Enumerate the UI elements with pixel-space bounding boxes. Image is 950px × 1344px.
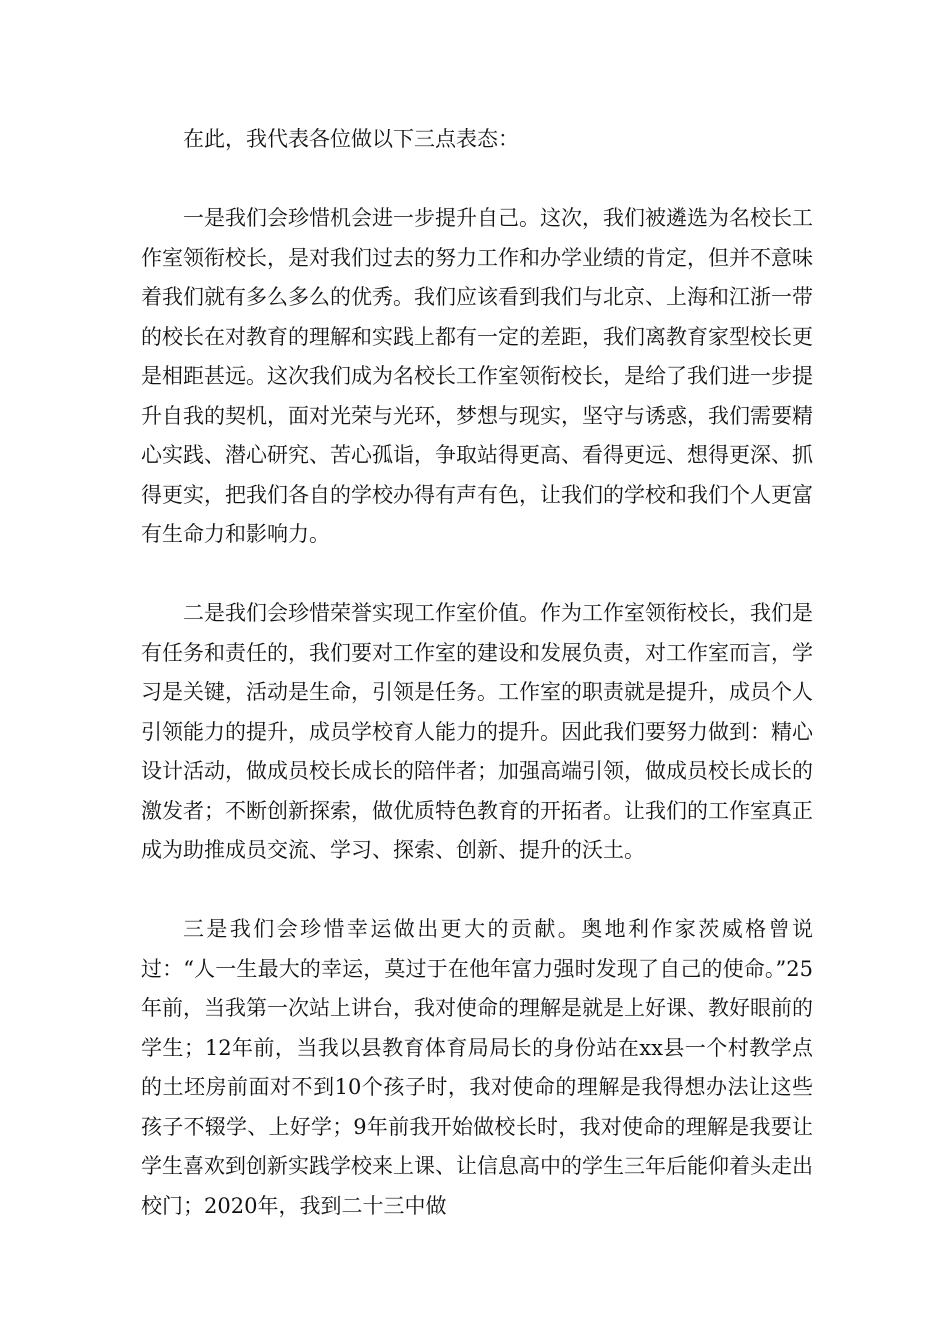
paragraph-point-two: 二是我们会珍惜荣誉实现工作室价值。作为工作室领衔校长，我们是有任务和责任的，我们要对工作室的建设和发展负责，对工作室而言，学习是关键，活动是生命，引领是任务。工作室的职责就是提升，成员个人引领能力的提升，成员学校育人能力的提升。因此我们要努力做到：精心设计活动，做成员校长成长的陪伴者；加强高端引领，做成员校长成长的激发者；不断创新探索，做优质特色教育的开拓者。让我们的工作室真正成为助推成员交流、学习、探索、创新、提升的沃土。: [141, 601, 813, 862]
document-body: [141, 120, 813, 1226]
paragraph-point-one: 一是我们会珍惜机会进一步提升自己。这次，我们被遴选为名校长工作室领衔校长，是对我们过去的努力工作和办学业绩的肯定，但并不意味着我们就有多么多么的优秀。我们应该看到我们与北京、上海和江浙一带的校长在对教育的理解和实践上都有一定的差距，我们离教育家型校长更是相距甚远。这次我们成为名校长工作室领衔校长，是给了我们进一步提升自我的契机，面对光荣与光环，梦想与现实，坚守与诱惑，我们需要精心实践、潜心研究、苦心孤诣，争取站得更高、看得更远、想得更深、抓得更实，把我们各自的学校办得有声有色，让我们的学校和我们个人更富有生命力和影响力。: [141, 206, 813, 546]
paragraph-point-three: 三是我们会珍惜幸运做出更大的贡献。奥地利作家茨威格曾说过：“人一生最大的幸运，莫过于在他年富力强时发现了自己的使命。”25年前，当我第一次站上讲台，我对使命的理解是就是上好课、教好眼前的学生；12年前，当我以县教育体育局局长的身份站在xx县一个村教学点的土坯房前面对不到10个孩子时，我对使命的理解是我得想办法让这些孩子不辍学、上好学；9年前我开始做校长时，我对使命的理解是我要让学生喜欢到创新实践学校来上课、让信息高中的学生三年后能仰着头走出校门；2020年，我到二十三中做: [141, 917, 813, 1218]
paragraph-intro: 在此，我代表各位做以下三点表态：: [183, 127, 519, 151]
